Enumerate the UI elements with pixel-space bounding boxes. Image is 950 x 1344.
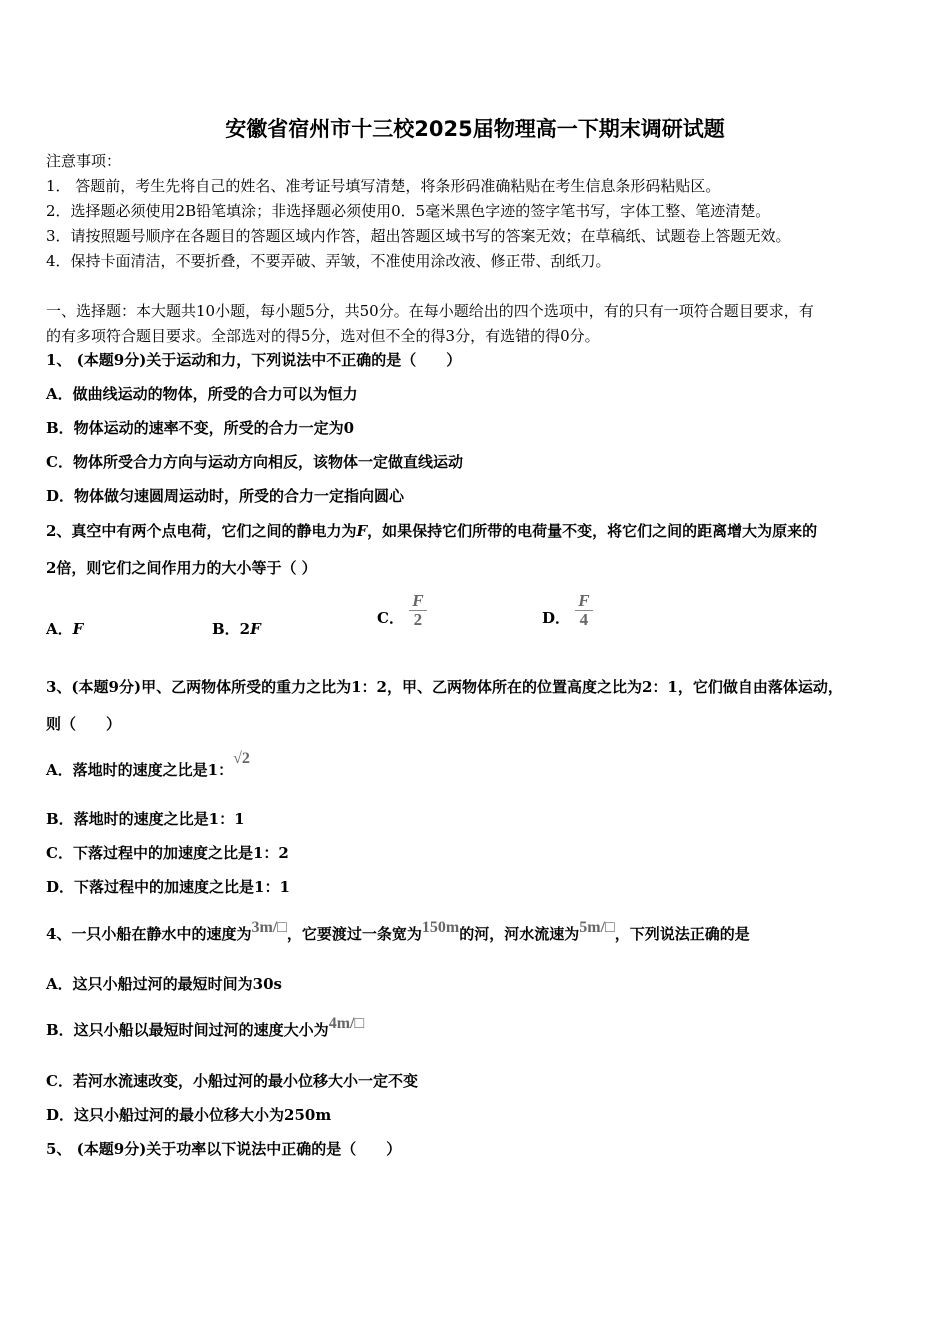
q2-option-c [377,592,427,629]
section-intro-line2: 的有多项符合题目要求。全部选对的得5分，选对但不全的得3分，有选错的得0分。 [46,327,600,345]
q2-option-a-label: A． [46,620,73,638]
section-intro-line1: 一、选择题：本大题共10小题，每小题5分，共50分。在每小题给出的四个选项中，有的只有一项符合题目要求，有 [46,302,814,320]
q2-option-a [46,618,83,639]
q3-option-d: D．下落过程中的加速度之比是1：1 [46,878,290,896]
q2-option-d-fraction [575,592,592,629]
q4-option-b-text: B．这只小船以最短时间过河的速度大小为 [46,1021,329,1039]
q2-option-c-denominator: 2 [413,610,423,629]
notice-item-2: 2．选择题必须使用2B铅笔填涂；非选择题必须使用0．5毫米黑色字迹的签字笔书写，字体工整、笔迹清楚。 [46,202,771,220]
q3-option-a-text: A．落地时的速度之比是1： [46,761,234,779]
q2-stem-part1: 2、真空中有两个点电荷，它们之间的静电力为 [46,522,357,540]
q1-option-d: D．物体做匀速圆周运动时，所受的合力一定指向圆心 [46,487,405,505]
q2-stem-var: F [356,522,368,540]
q2-option-d-numerator: F [575,592,592,611]
q4-option-c: C．若河水流速改变，小船过河的最小位移大小一定不变 [46,1072,418,1090]
q2-option-b-value: F [250,620,261,638]
q2-option-d-label: D． [542,608,571,627]
q2-stem-part2: ，如果保持它们所带的电荷量不变，将它们之间的距离增大为原来的 [367,522,818,540]
q2-option-c-label: C． [377,608,404,627]
q2-stem-line2: 2倍，则它们之间作用力的大小等于（ ） [46,559,317,577]
q2-option-d [542,592,593,629]
q5-stem: 5、 (本题9分)关于功率以下说法中正确的是（ ） [46,1140,402,1158]
q4-stem-part4: ，下列说法正确的是 [614,925,750,943]
q2-option-b [212,618,261,639]
q4-option-b-math: 4m/□ [328,1015,365,1032]
q2-stem [46,521,817,541]
q4-current-speed-math: 5m/□ [579,919,615,936]
q2-option-b-label: B．2 [212,620,251,638]
q3-stem: 3、(本题9分)甲、乙两物体所受的重力之比为1：2，甲、乙两物体所在的位置高度之比为2：1，它们做自由落体运动， [46,678,843,696]
q4-river-width-math: 150m [421,919,460,936]
q1-option-b: B．物体运动的速率不变，所受的合力一定为0 [46,419,355,437]
q3-option-c: C．下落过程中的加速度之比是1：2 [46,844,289,862]
q4-stem-part2: ，它要渡过一条宽为 [286,925,422,943]
q3-stem-line2: 则（ ） [46,715,122,733]
q1-option-a: A．做曲线运动的物体，所受的合力可以为恒力 [46,385,358,403]
q1-stem: 1、 (本题9分)关于运动和力，下列说法中不正确的是（ ） [46,351,462,369]
notice-item-1: 1． 答题前，考生先将自己的姓名、准考证号填写清楚，将条形码准确粘贴在考生信息条形码粘贴区。 [46,177,721,195]
q4-option-b [46,1015,365,1041]
q3-option-a [46,750,250,781]
q4-option-a: A．这只小船过河的最短时间为30s [46,975,282,993]
q4-stem-part3: 的河，河水流速为 [459,925,580,943]
q3-option-b: B．落地时的速度之比是1：1 [46,810,245,828]
notice-item-4: 4．保持卡面清洁，不要折叠，不要弄破、弄皱，不准使用涂改液、修正带、刮纸刀。 [46,252,611,270]
notice-item-3: 3．请按照题号顺序在各题目的答题区域内作答，超出答题区域书写的答案无效；在草稿纸、试题卷上答题无效。 [46,227,791,245]
q2-option-c-numerator: F [409,592,426,611]
q3-option-a-math: √2 [233,750,250,767]
q2-option-a-value: F [72,620,84,638]
notice-heading: 注意事项： [46,152,122,170]
q4-option-d: D．这只小船过河的最小位移大小为250m [46,1106,332,1124]
q4-stem-part1: 4、一只小船在静水中的速度为 [46,925,252,943]
q2-option-d-denominator: 4 [579,610,589,629]
q4-boat-speed-math: 3m/□ [251,919,287,936]
q2-option-c-fraction [409,592,426,629]
q1-option-c: C．物体所受合力方向与运动方向相反，该物体一定做直线运动 [46,453,463,471]
q4-stem [46,919,750,945]
page-title: 安徽省宿州市十三校2025届物理高一下期末调研试题 [225,117,725,141]
